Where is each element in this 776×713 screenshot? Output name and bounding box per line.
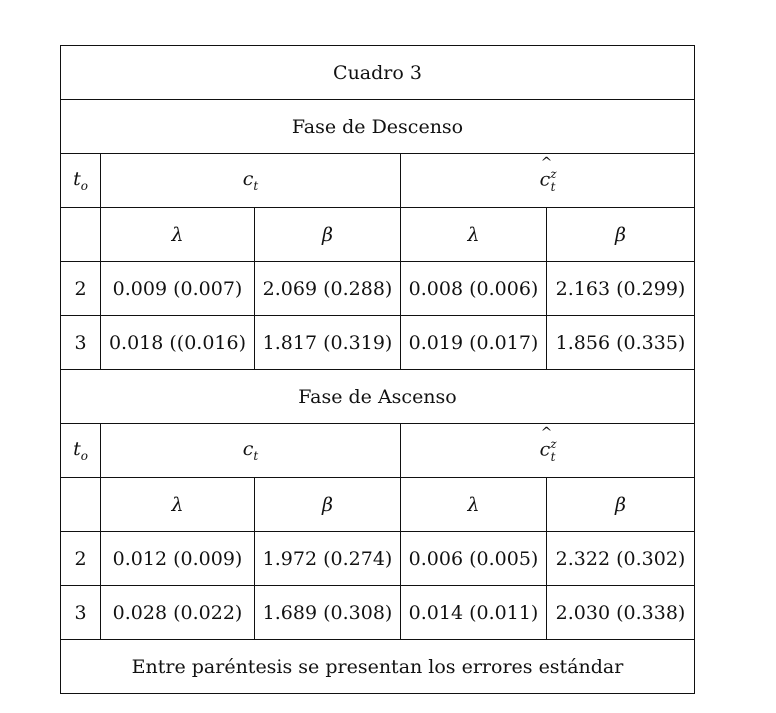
lambda-header: λ	[401, 478, 547, 532]
section-heading: Fase de Ascenso	[61, 370, 695, 424]
chat-beta-cell: 2.030 (0.338)	[547, 586, 695, 640]
results-table	[60, 45, 695, 694]
table-row	[61, 262, 695, 316]
group-header-row	[61, 154, 695, 208]
chat-beta-cell: 2.163 (0.299)	[547, 262, 695, 316]
chat-lambda-cell: 0.006 (0.005)	[401, 532, 547, 586]
beta-header: β	[547, 478, 695, 532]
chat-lambda-cell: 0.019 (0.017)	[401, 316, 547, 370]
empty-cell	[61, 208, 101, 262]
t0-header: $t_o$	[61, 424, 101, 478]
lambda-header: λ	[401, 208, 547, 262]
section-heading: Fase de Descenso	[61, 100, 695, 154]
t0-cell: 3	[61, 316, 101, 370]
c-lambda-cell: 0.009 (0.007)	[101, 262, 255, 316]
t0-cell: 2	[61, 262, 101, 316]
t0-header: $t_o$	[61, 154, 101, 208]
table-row	[61, 316, 695, 370]
lambda-header: λ	[101, 208, 255, 262]
group-header-row	[61, 424, 695, 478]
empty-cell	[61, 478, 101, 532]
chat-lambda-cell: 0.008 (0.006)	[401, 262, 547, 316]
section-heading-row	[61, 370, 695, 424]
c-hat-header: ^ $c^z_t$	[401, 154, 695, 208]
chat-beta-cell: 2.322 (0.302)	[547, 532, 695, 586]
c-beta-cell: 1.689 (0.308)	[255, 586, 401, 640]
c-beta-cell: 1.817 (0.319)	[255, 316, 401, 370]
beta-header: β	[255, 208, 401, 262]
title-row	[61, 46, 695, 100]
footnote-row	[61, 640, 695, 694]
c-lambda-cell: 0.012 (0.009)	[101, 532, 255, 586]
c-lambda-cell: 0.018 ((0.016)	[101, 316, 255, 370]
t0-cell: 2	[61, 532, 101, 586]
t0-cell: 3	[61, 586, 101, 640]
beta-header: β	[255, 478, 401, 532]
c-beta-cell: 1.972 (0.274)	[255, 532, 401, 586]
table-row	[61, 532, 695, 586]
table-title: Cuadro 3	[61, 46, 695, 100]
footnote: Entre paréntesis se presentan los errores estándar	[61, 640, 695, 694]
chat-lambda-cell: 0.014 (0.011)	[401, 586, 547, 640]
c-beta-cell: 2.069 (0.288)	[255, 262, 401, 316]
beta-header: β	[547, 208, 695, 262]
chat-beta-cell: 1.856 (0.335)	[547, 316, 695, 370]
table-row	[61, 586, 695, 640]
param-header-row	[61, 208, 695, 262]
c-lambda-cell: 0.028 (0.022)	[101, 586, 255, 640]
param-header-row	[61, 478, 695, 532]
lambda-header: λ	[101, 478, 255, 532]
c-hat-header: ^ $c^z_t$	[401, 424, 695, 478]
c-t-header: $c_t$	[101, 424, 401, 478]
section-heading-row	[61, 100, 695, 154]
c-t-header: $c_t$	[101, 154, 401, 208]
